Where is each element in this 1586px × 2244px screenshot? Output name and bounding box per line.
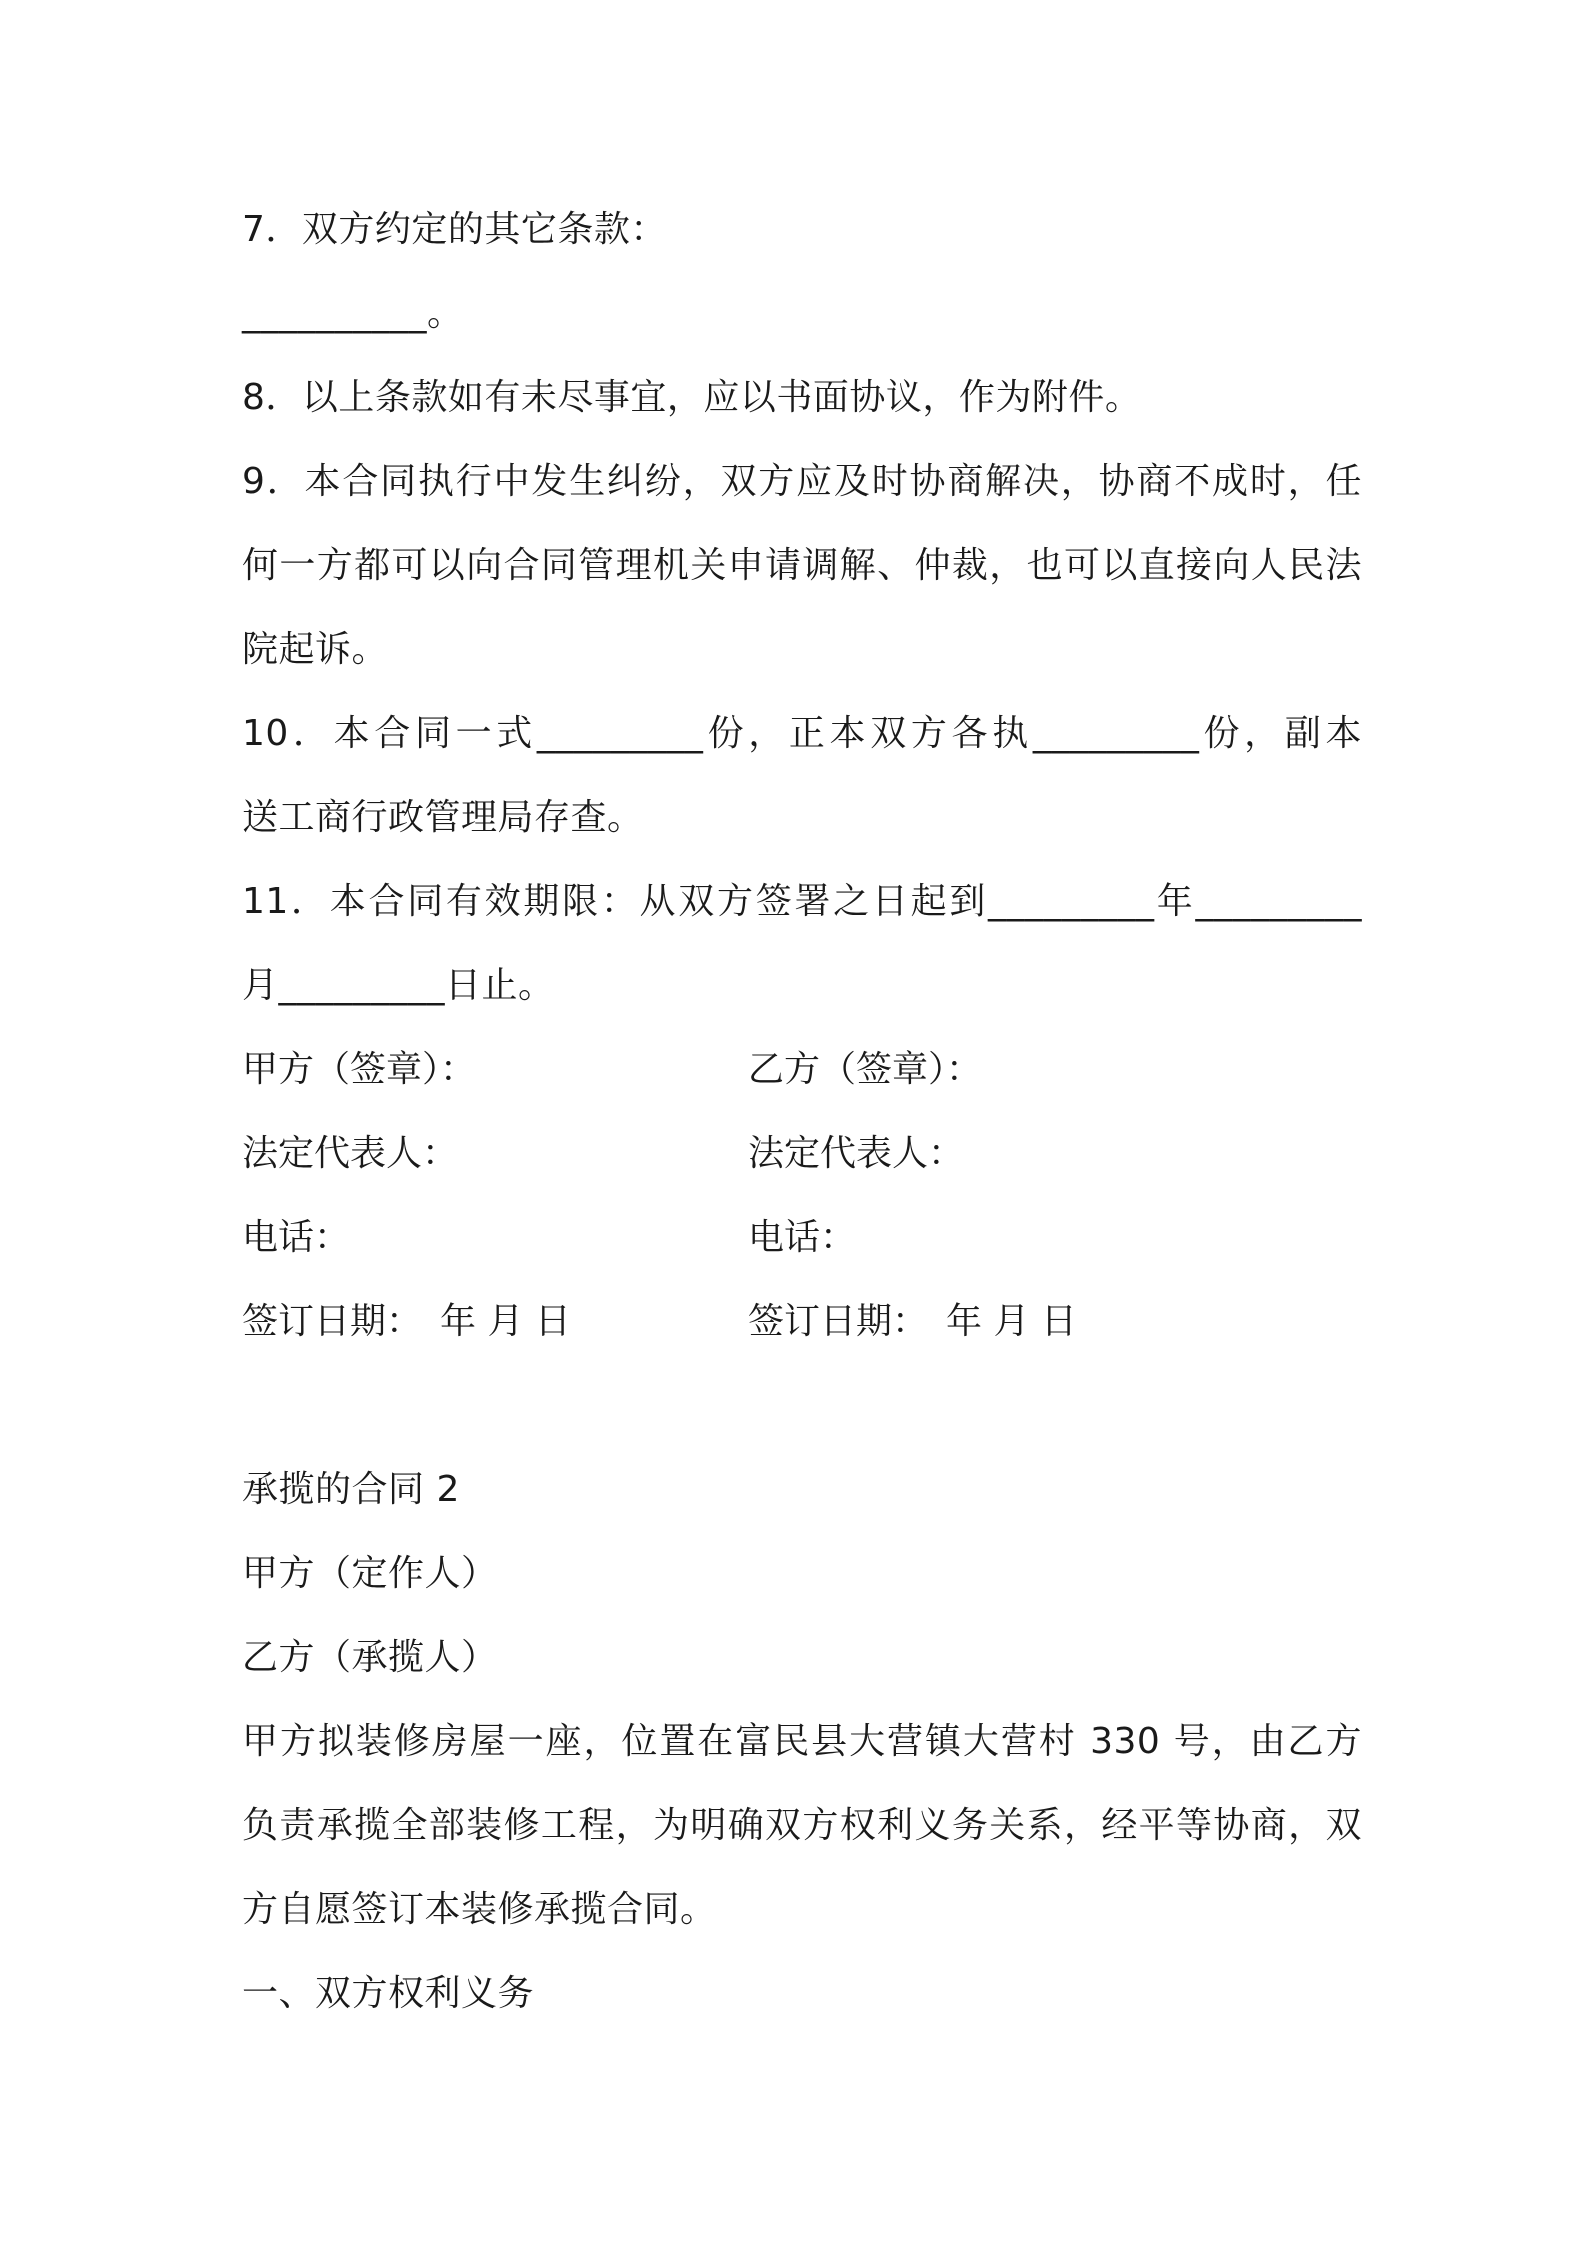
signature-row-representative xyxy=(242,1130,1362,1178)
party-b-contractor: 乙方（承揽人） xyxy=(242,1637,498,1678)
clause-9-line-2: 何一方都可以向合同管理机关申请调解、仲裁，也可以直接向人民法 xyxy=(242,545,1362,586)
clause-11-line-2: 月_________日止。 xyxy=(242,965,555,1006)
intro-line-2: 负责承揽全部装修工程，为明确双方权利义务关系，经平等协商，双 xyxy=(242,1805,1362,1846)
signature-row-date xyxy=(242,1298,1362,1346)
clause-8: 8．以上条款如有未尽事宜，应以书面协议，作为附件。 xyxy=(242,377,1142,418)
party-b-date-label: 签订日期： 年 月 日 xyxy=(748,1301,1077,1342)
contract-2-title: 承揽的合同 2 xyxy=(242,1469,460,1510)
party-a-representative-label: 法定代表人： xyxy=(242,1133,459,1174)
clause-7: 7．双方约定的其它条款： xyxy=(242,209,667,250)
signature-row-phone xyxy=(242,1214,1362,1262)
clause-11-line-1: 11．本合同有效期限：从双方签署之日起到_________年_________ xyxy=(242,881,1362,922)
party-a-seal-label: 甲方（签章）： xyxy=(242,1049,477,1090)
clause-9-line-1: 9．本合同执行中发生纠纷，双方应及时协商解决，协商不成时，任 xyxy=(242,461,1362,502)
clause-10-line-1: 10．本合同一式_________份，正本双方各执_________份，副本 xyxy=(242,713,1362,754)
signature-row-seal xyxy=(242,1046,1362,1094)
party-a-date-label: 签订日期： 年 月 日 xyxy=(242,1301,571,1342)
party-b-representative-label: 法定代表人： xyxy=(748,1133,965,1174)
party-a-phone-label: 电话： xyxy=(242,1217,351,1258)
clause-7-blank: __________。 xyxy=(242,293,464,334)
party-a-customer: 甲方（定作人） xyxy=(242,1553,498,1594)
party-b-phone-label: 电话： xyxy=(748,1217,857,1258)
party-b-seal-label: 乙方（签章）： xyxy=(748,1049,983,1090)
clause-9-line-3: 院起诉。 xyxy=(242,629,389,670)
intro-line-1: 甲方拟装修房屋一座，位置在富民县大营镇大营村 330 号，由乙方 xyxy=(242,1721,1362,1762)
section-1-heading: 一、双方权利义务 xyxy=(242,1973,535,2014)
intro-line-3: 方自愿签订本装修承揽合同。 xyxy=(242,1889,717,1930)
clause-10-line-2: 送工商行政管理局存查。 xyxy=(242,797,644,838)
